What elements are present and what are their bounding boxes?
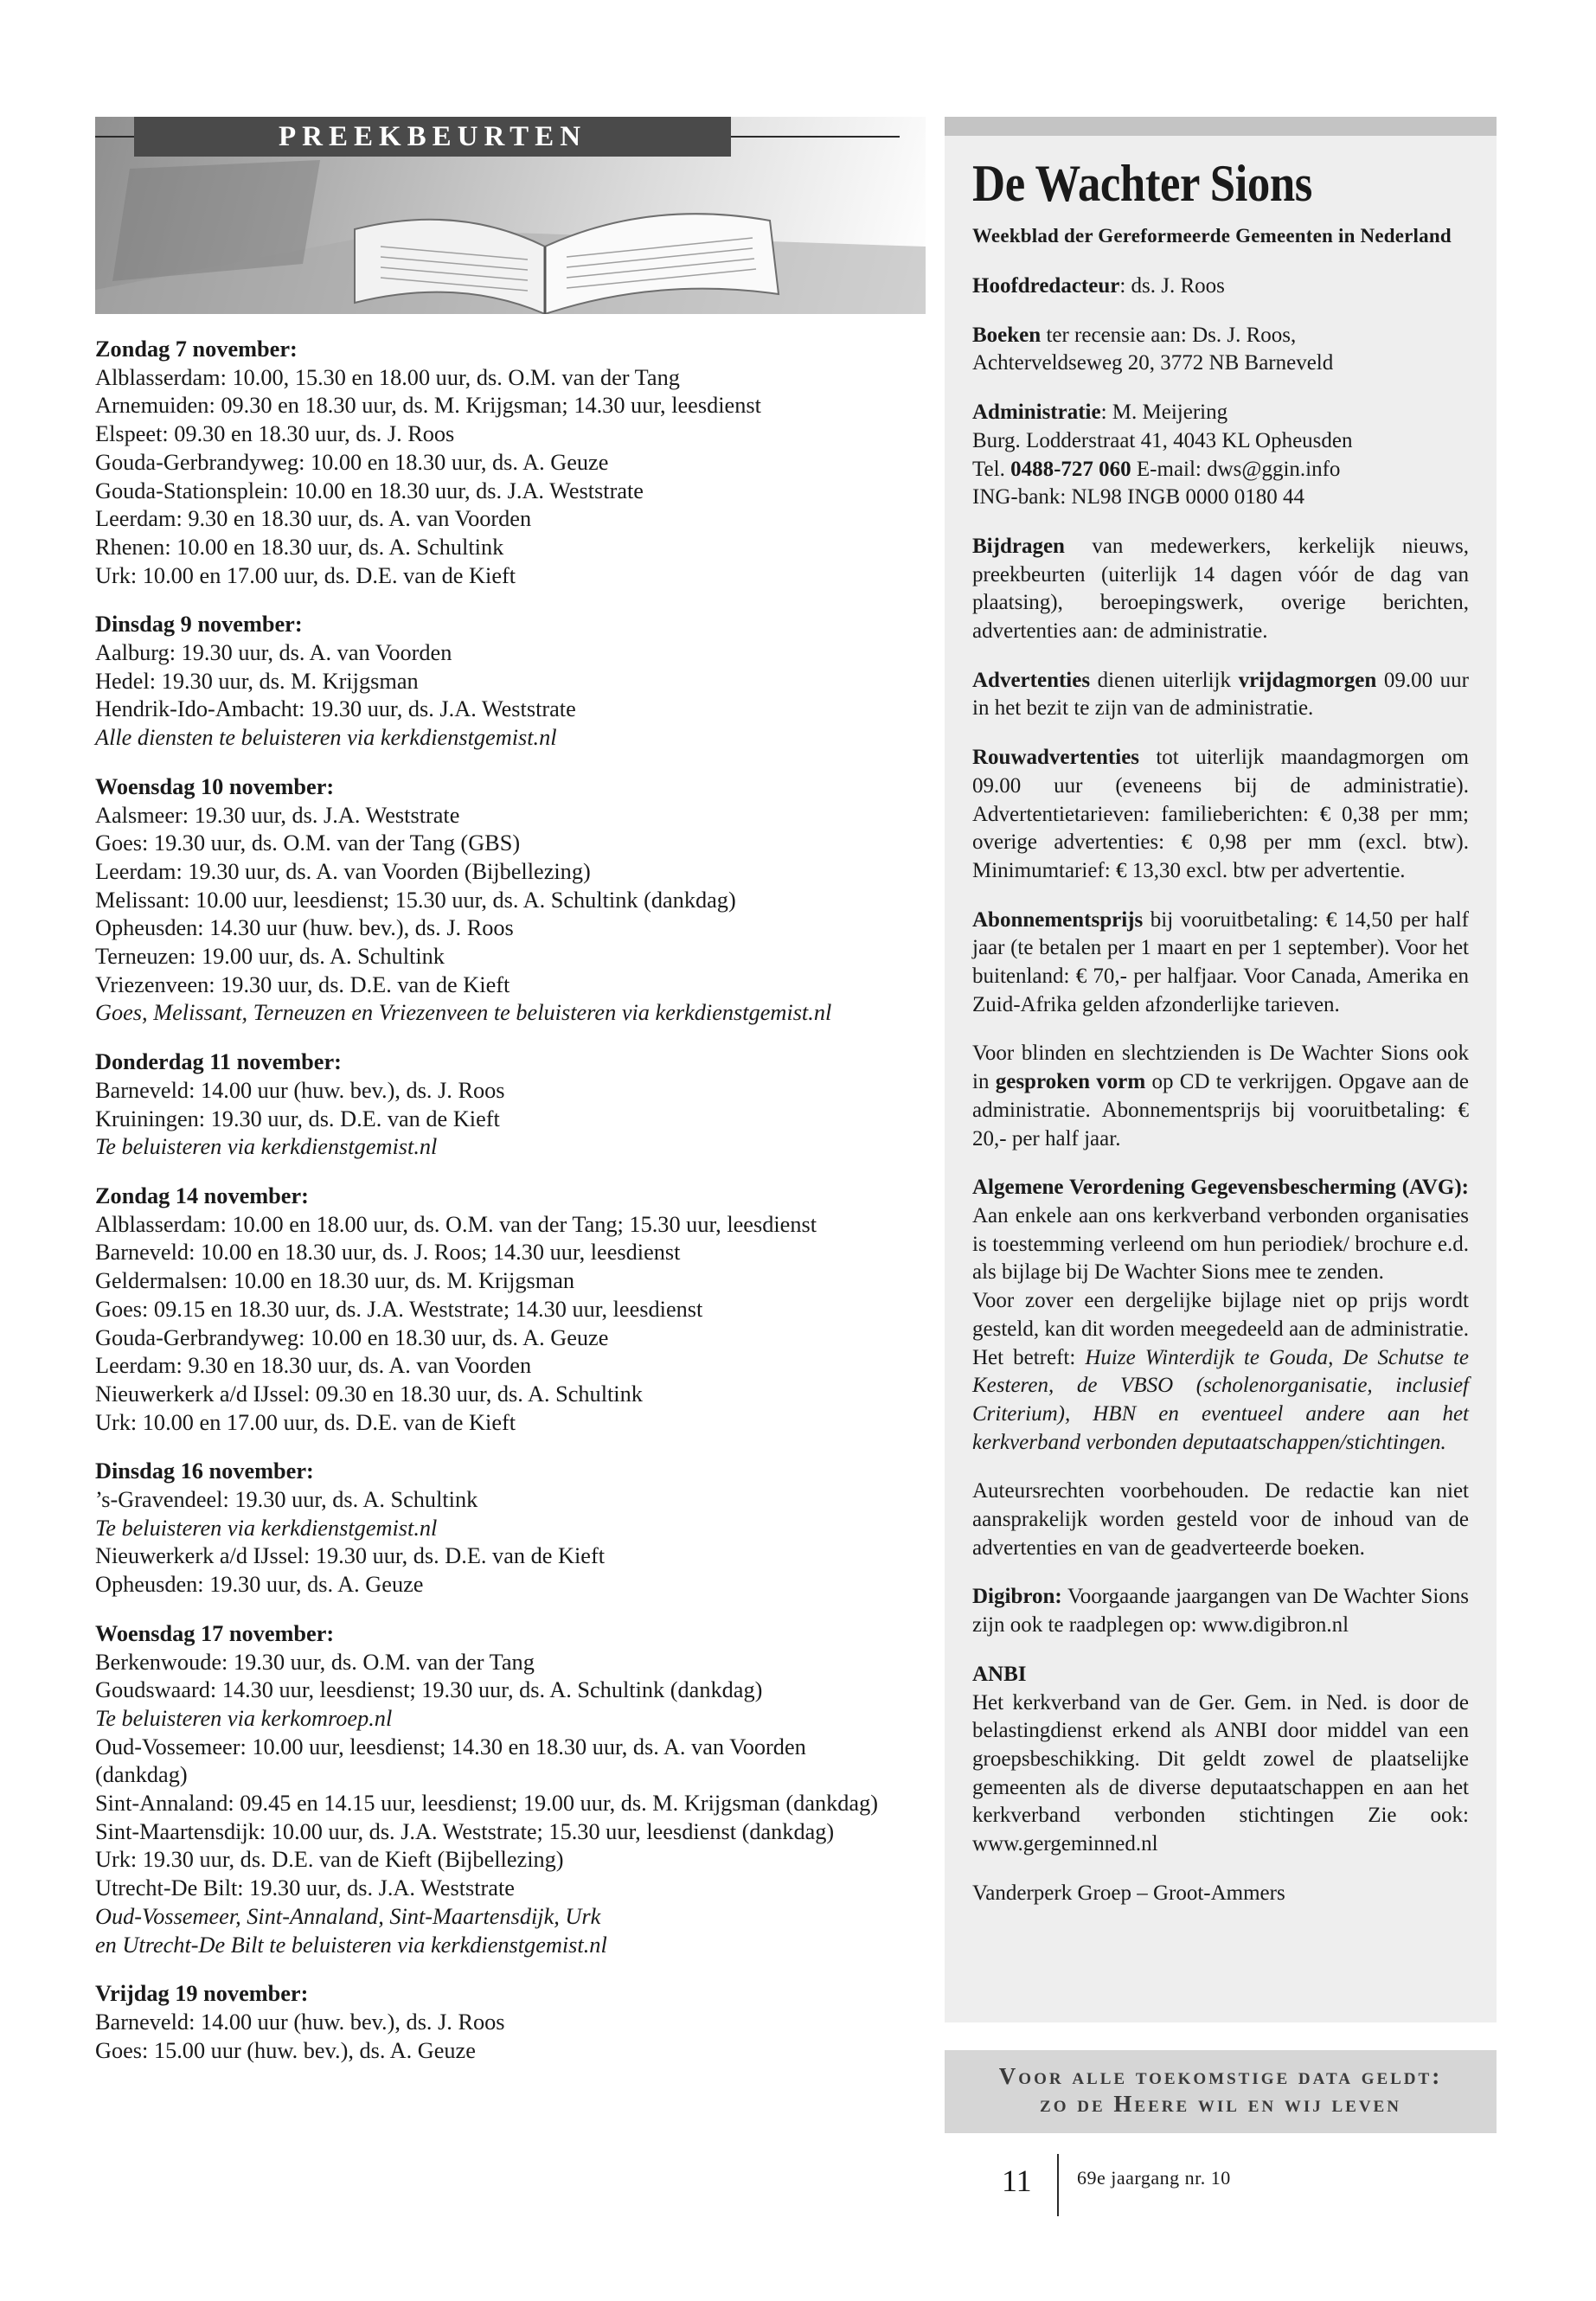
admin-tel: 0488-727 060 — [1010, 457, 1131, 481]
service-line: Sint-Annaland: 09.45 en 14.15 uur, leesdienst; 19.00 uur, ds. M. Krijgsman (dankdag) — [95, 1791, 879, 1817]
section-label: PREEKBEURTEN — [134, 117, 731, 157]
service-line: Leerdam: 9.30 en 18.30 uur, ds. A. van Voorden — [95, 1353, 532, 1379]
service-day — [95, 1620, 900, 1959]
avg-text-2-wrap — [972, 1287, 1469, 1457]
service-line: ’s-Gravendeel: 19.30 uur, ds. A. Schultink — [95, 1487, 478, 1513]
service-line: Gouda-Gerbrandyweg: 10.00 en 18.30 uur, ds. A. Geuze — [95, 449, 609, 475]
editor-label: Hoofdredacteur — [972, 274, 1120, 298]
service-day — [95, 1048, 900, 1162]
service-line: Nieuwerkerk a/d IJssel: 09.30 en 18.30 uur, ds. A. Schultink — [95, 1381, 643, 1407]
broadcast-note: en Utrecht-De Bilt te beluisteren via kerkdienstgemist.nl — [95, 1932, 607, 1958]
broadcast-note: Alle diensten te beluisteren via kerkdienstgemist.nl — [95, 725, 557, 751]
closing-notice-line-2: zo de Heere wil en wij leven — [1040, 2091, 1401, 2117]
service-day-heading: Donderdag 11 november: — [95, 1049, 342, 1075]
service-day-heading: Zondag 7 november: — [95, 336, 298, 362]
service-line: Alblasserdam: 10.00, 15.30 en 18.00 uur, ds. O.M. van der Tang — [95, 364, 680, 390]
editor-info — [972, 272, 1469, 301]
mourning-text: tot uiterlijk maandagmorgen om 09.00 uur (eveneens bij de administratie). Advertentietarieven: familieberichten: € 0,38 per mm; overige advertenties: € 0,98 per mm (excl. btw). Minimumtarief: € 13,30 excl. btw per advertentie. — [972, 746, 1469, 882]
admin-label: Administratie — [972, 401, 1101, 425]
contrib-label: Bijdragen — [972, 534, 1065, 558]
anbi-label: ANBI — [972, 1662, 1027, 1686]
service-day-heading: Vrijdag 19 november: — [95, 1981, 309, 2007]
service-line: Leerdam: 19.30 uur, ds. A. van Voorden (Bijbellezing) — [95, 858, 591, 884]
service-line: Goes: 15.00 uur (huw. bev.), ds. A. Geuze — [95, 2037, 476, 2063]
books-info — [972, 322, 1469, 378]
service-line: Goudswaard: 14.30 uur, leesdienst; 19.30 uur, ds. A. Schultink (dankdag) — [95, 1677, 763, 1703]
admin-info — [972, 399, 1469, 512]
digibron-info — [972, 1583, 1469, 1639]
service-line: Aalsmeer: 19.30 uur, ds. J.A. Weststrate — [95, 802, 460, 828]
anbi-info — [972, 1661, 1469, 1859]
service-line: Oud-Vossemeer: 10.00 uur, leesdienst; 14.30 en 18.30 uur, ds. A. van Voorden (dankdag) — [95, 1734, 806, 1788]
ads-label: Advertenties — [972, 668, 1091, 692]
service-day — [95, 611, 900, 753]
copyright-info: Auteursrechten voorbehouden. De redactie kan niet aansprakelijk worden gesteld voor de inhoud van de advertenties en van de geadverteerde boeken. — [972, 1479, 1469, 1560]
service-line: Elspeet: 09.30 en 18.30 uur, ds. J. Roos — [95, 421, 455, 447]
broadcast-note: Oud-Vossemeer, Sint-Annaland, Sint-Maartensdijk, Urk — [95, 1903, 601, 1929]
service-line: Urk: 19.30 uur, ds. D.E. van de Kieft (Bijbellezing) — [95, 1847, 564, 1873]
service-line: Melissant: 10.00 uur, leesdienst; 15.30 uur, ds. A. Schultink (dankdag) — [95, 887, 736, 913]
broadcast-note: Te beluisteren via kerkomroep.nl — [95, 1705, 393, 1731]
service-line: Arnemuiden: 09.30 en 18.30 uur, ds. M. Krijgsman; 14.30 uur, leesdienst — [95, 393, 761, 419]
service-line: Barneveld: 14.00 uur (huw. bev.), ds. J. Roos — [95, 1077, 505, 1103]
anbi-text: Het kerkverband van de Ger. Gem. in Ned. is door de belastingdienst erkend als ANBI door middel van een groepsbeschikking. Dit geldt zowel de plaatselijke gemeenten als de diverse deputaatschappen en aan het kerkverband verbonden stichtingen Zie ook: www.gergeminned.nl — [972, 1690, 1469, 1856]
service-line: Alblasserdam: 10.00 en 18.00 uur, ds. O.M. van der Tang; 15.30 uur, leesdienst — [95, 1211, 817, 1237]
service-day-heading: Woensdag 10 november: — [95, 773, 335, 799]
mourning-ads-info — [972, 744, 1469, 886]
broadcast-note: Te beluisteren via kerkdienstgemist.nl — [95, 1515, 438, 1541]
ads-text-1: dienen uiterlijk — [1090, 668, 1239, 692]
avg-label: Algemene Verordening Gegevensbescherming (AVG): — [972, 1176, 1469, 1200]
subscription-info — [972, 907, 1469, 1020]
service-line: Gouda-Stationsplein: 10.00 en 18.30 uur, ds. J.A. Weststrate — [95, 478, 644, 503]
services-list — [95, 336, 900, 2086]
issue-info: 69e jaargang nr. 10 — [1077, 2167, 1231, 2189]
service-line: Hedel: 19.30 uur, ds. M. Krijgsman — [95, 668, 419, 694]
sidebar-top-bar — [945, 117, 1497, 136]
service-day-heading: Dinsdag 9 november: — [95, 612, 303, 638]
books-label: Boeken — [972, 323, 1042, 347]
service-line: Geldermalsen: 10.00 en 18.30 uur, ds. M. Krijgsman — [95, 1268, 575, 1294]
service-line: Leerdam: 9.30 en 18.30 uur, ds. A. van Voorden — [95, 506, 532, 532]
ads-bold: vrijdagmorgen — [1238, 668, 1377, 692]
service-day-heading: Dinsdag 16 november: — [95, 1458, 314, 1484]
service-line: Goes: 19.30 uur, ds. O.M. van der Tang (GBS) — [95, 830, 521, 856]
ads-text-2: 09.00 uur in het bezit te zijn van de administratie. — [972, 668, 1469, 721]
service-line: Barneveld: 10.00 en 18.30 uur, ds. J. Roos; 14.30 uur, leesdienst — [95, 1240, 681, 1266]
service-line: Urk: 10.00 en 17.00 uur, ds. D.E. van de Kieft — [95, 1409, 516, 1435]
service-line: Urk: 10.00 en 17.00 uur, ds. D.E. van de Kieft — [95, 562, 516, 588]
digibron-text: Voorgaande jaargangen van De Wachter Sions zijn ook te raadplegen op: www.digibron.nl — [972, 1585, 1469, 1638]
blind-text-2: op CD te verkrijgen. Opgave aan de administratie. Abonnementsprijs bij vooruitbetaling: € 20,- per half jaar. — [972, 1070, 1469, 1150]
books-address: Achterveldseweg 20, 3772 NB Barneveld — [972, 351, 1334, 375]
mourning-label: Rouwadvertenties — [972, 746, 1140, 770]
admin-tel-prefix: Tel. — [972, 457, 1011, 481]
service-line: Kruiningen: 19.30 uur, ds. D.E. van de Kieft — [95, 1106, 500, 1131]
service-line: Gouda-Gerbrandyweg: 10.00 en 18.30 uur, ds. A. Geuze — [95, 1324, 609, 1350]
blind-bold: gesproken vorm — [995, 1070, 1146, 1094]
printer-info: Vanderperk Groep – Groot-Ammers — [972, 1881, 1285, 1905]
service-day — [95, 1183, 900, 1437]
contributions-info — [972, 533, 1469, 646]
service-line: Opheusden: 14.30 uur (huw. bev.), ds. J. Roos — [95, 915, 514, 941]
contrib-text: van medewerkers, kerkelijk nieuws, preekbeurten (uiterlijk 14 dagen vóór de dag van plaatsing), beroepingswerk, overige berichten, advertenties aan: de administratie. — [972, 534, 1469, 644]
digibron-label: Digibron: — [972, 1585, 1062, 1609]
service-line: Utrecht-De Bilt: 19.30 uur, ds. J.A. Weststrate — [95, 1875, 515, 1901]
page-number: 11 — [1002, 2163, 1032, 2198]
broadcast-note: Goes, Melissant, Terneuzen en Vriezenveen te beluisteren via kerkdienstgemist.nl — [95, 1000, 832, 1026]
magazine-title: De Wachter Sions — [972, 155, 1312, 212]
service-day — [95, 773, 900, 1028]
subscription-text: bij vooruitbetaling: € 14,50 per half jaar (te betalen per 1 maart en per 1 september). Voor het buitenland: € 70,- per halfjaar. Voor Canada, Amerika en Zuid-Afrika gelden afzonderlijke tarieven. — [972, 907, 1469, 1016]
service-line: Berkenwoude: 19.30 uur, ds. O.M. van der Tang — [95, 1649, 535, 1675]
service-line: Terneuzen: 19.00 uur, ds. A. Schultink — [95, 944, 445, 970]
service-day-heading: Zondag 14 november: — [95, 1183, 309, 1208]
admin-contact — [972, 456, 1469, 484]
admin-name: : M. Meijering — [1100, 401, 1228, 425]
admin-bank: ING-bank: NL98 INGB 0000 0180 44 — [972, 485, 1304, 510]
service-line: Rhenen: 10.00 en 18.30 uur, ds. A. Schultink — [95, 534, 504, 560]
blind-text-1: Voor blinden en slechtzienden is De Wachter Sions ook in — [972, 1042, 1469, 1094]
avg-info — [972, 1174, 1469, 1457]
header-banner — [95, 117, 926, 314]
editor-value: : ds. J. Roos — [1119, 274, 1225, 298]
closing-notice-box — [945, 2050, 1497, 2133]
service-line: Goes: 09.15 en 18.30 uur, ds. J.A. Weststrate; 14.30 uur, leesdienst — [95, 1296, 703, 1322]
admin-address: Burg. Lodderstraat 41, 4043 KL Opheusden — [972, 428, 1353, 452]
books-text: ter recensie aan: Ds. J. Roos, — [1041, 323, 1297, 347]
service-line: Hendrik-Ido-Ambacht: 19.30 uur, ds. J.A. Weststrate — [95, 696, 576, 722]
service-day — [95, 1980, 900, 2065]
service-line: Vriezenveen: 19.30 uur, ds. D.E. van de Kieft — [95, 971, 510, 997]
service-line: Aalburg: 19.30 uur, ds. A. van Voorden — [95, 640, 452, 666]
service-day — [95, 336, 900, 590]
service-line: Barneveld: 14.00 uur (huw. bev.), ds. J. Roos — [95, 2009, 505, 2035]
broadcast-note: Te beluisteren via kerkdienstgemist.nl — [95, 1134, 438, 1160]
footer-divider — [1057, 2154, 1059, 2216]
colophon-sidebar — [945, 117, 1497, 2022]
avg-text-2: Voor zover een dergelijke bijlage niet op prijs wordt gesteld, kan dit worden meegedeeld aan de administratie. Het betreft: — [972, 1289, 1469, 1369]
magazine-subtitle: Weekblad der Gereformeerde Gemeenten in Nederland — [972, 225, 1452, 247]
service-day-heading: Woensdag 17 november: — [95, 1620, 335, 1646]
service-day — [95, 1458, 900, 1599]
avg-text: Aan enkele aan ons kerkverband verbonden organisaties is toestemming verleend om hun periodiek/ brochure e.d. als bijlage bij De Wachter Sions mee te zenden. — [972, 1203, 1469, 1285]
service-line: Sint-Maartensdijk: 10.00 uur, ds. J.A. Weststrate; 15.30 uur, leesdienst (dankdag) — [95, 1818, 835, 1844]
service-line: Opheusden: 19.30 uur, ds. A. Geuze — [95, 1572, 424, 1598]
subscription-label: Abonnementsprijs — [972, 907, 1144, 932]
avg-italic: Huize Winterdijk te Gouda, De Schutse te Kesteren, de VBSO (scholenorganisatie, inclusief Criterium), HBN en eventueel andere aan het kerkverband verbonden deputaatschappen/stichtingen. — [972, 1345, 1469, 1454]
closing-notice-line-1: Voor alle toekomstige data geldt: — [998, 2063, 1443, 2089]
admin-email: E-mail: dws@ggin.info — [1131, 457, 1341, 481]
service-line: Nieuwerkerk a/d IJssel: 19.30 uur, ds. D.E. van de Kieft — [95, 1543, 606, 1569]
blind-info — [972, 1040, 1469, 1153]
ads-info — [972, 667, 1469, 723]
